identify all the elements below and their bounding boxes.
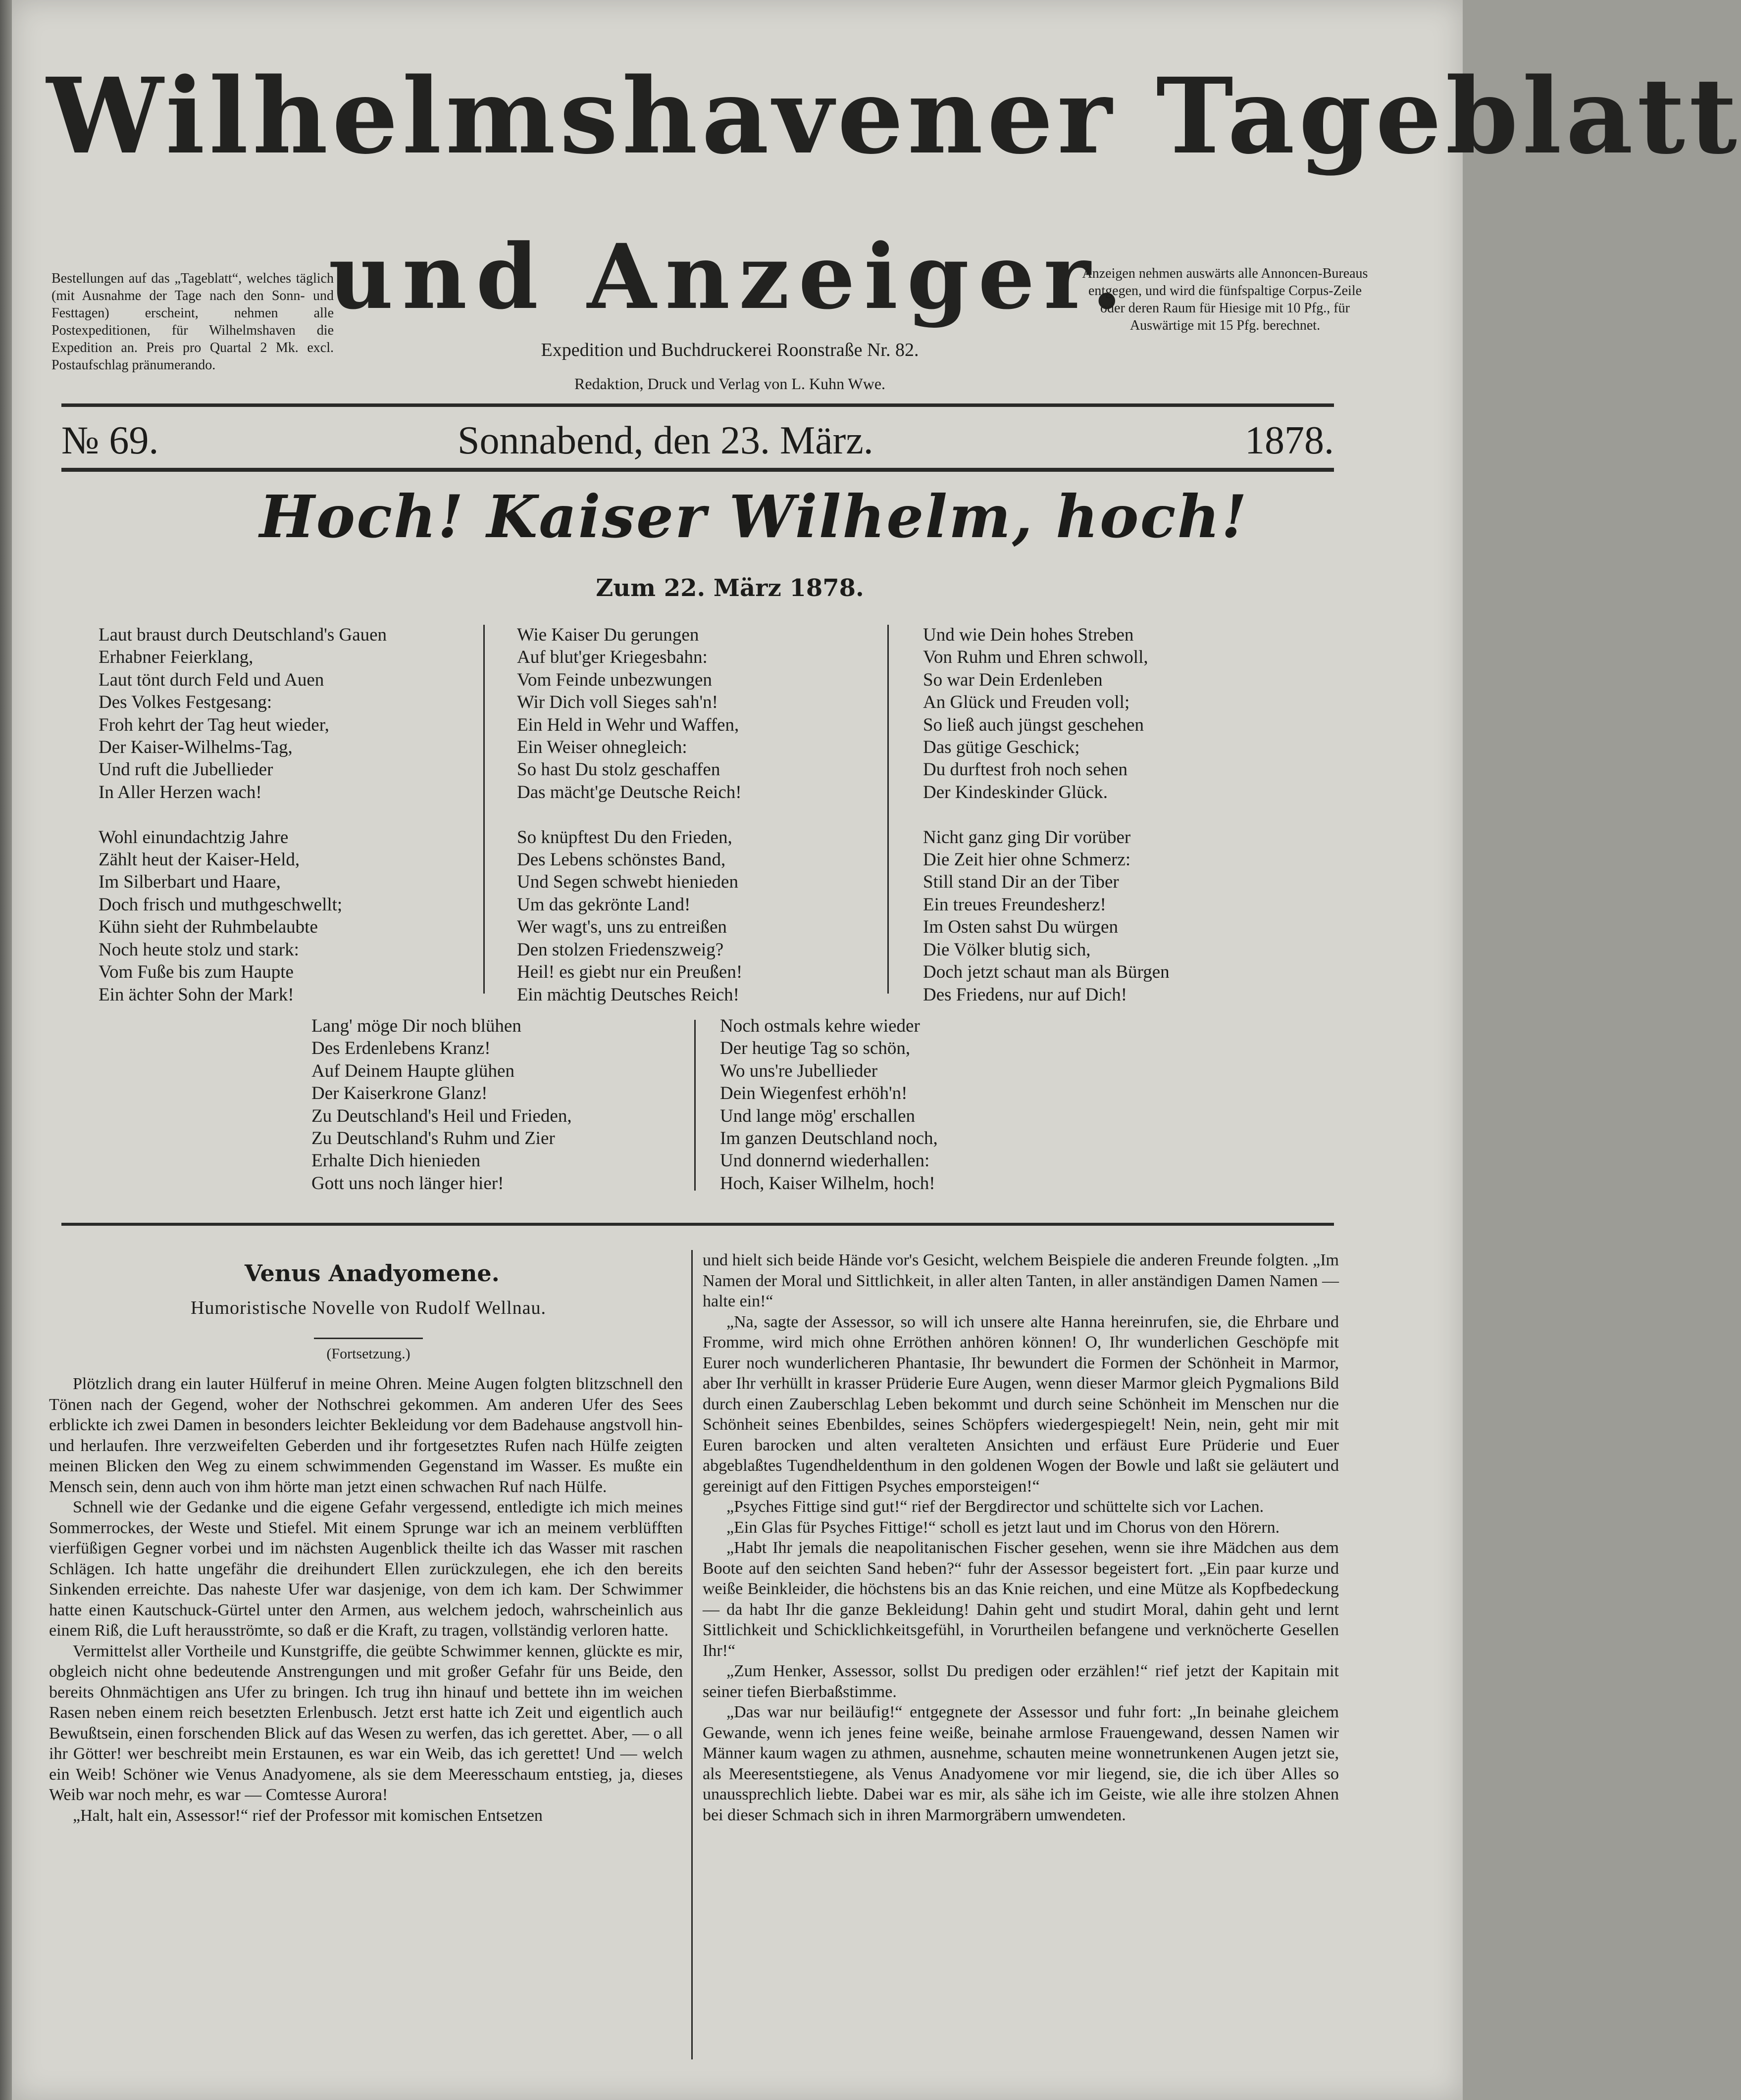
poem-line: Und Segen schwebt hienieden bbox=[517, 872, 738, 893]
poem-line: Ein mächtig Deutsches Reich! bbox=[517, 984, 740, 1005]
poem-line bbox=[517, 803, 742, 826]
poem-line: Erhabner Feierklang, bbox=[99, 647, 254, 668]
dateline bbox=[61, 418, 1334, 473]
poem-line: In Aller Herzen wach! bbox=[99, 782, 262, 802]
poem-line: Und ruft die Jubellieder bbox=[99, 759, 273, 780]
poem-line: Doch frisch und muthgeschwellt; bbox=[99, 894, 343, 915]
poem-line: Kühn sieht der Ruhmbelaubte bbox=[99, 917, 318, 938]
poem-line: Die Zeit hier ohne Schmerz: bbox=[923, 850, 1131, 870]
poem-line: Lang' möge Dir noch blühen bbox=[311, 1016, 521, 1036]
issue-year: 1878. bbox=[1245, 419, 1334, 462]
poem-line: Laut braust durch Deutschland's Gauen bbox=[99, 625, 387, 645]
poem-line bbox=[99, 803, 387, 826]
poem-line: Du durftest froh noch sehen bbox=[923, 759, 1128, 780]
poem-line: Ein ächter Sohn der Mark! bbox=[99, 984, 294, 1005]
poem-column-2 bbox=[517, 624, 742, 1006]
article-paragraph: und hielt sich beide Hände vor's Gesicht, welchem Beispiele die anderen Freunde folgten. „Im Namen der Moral und Sittlichkeit, in aller alten Tanten, in aller anständigen Damen Namen — halte ein!“ bbox=[703, 1251, 1339, 1310]
article-paragraph: „Psyches Fittige sind gut!“ rief der Bergdirector und schüttelte sich vor Lachen. bbox=[726, 1498, 1264, 1516]
article-paragraph: „Habt Ihr jemals die neapolitanischen Fischer gesehen, wenn sie ihre Mädchen aus dem Boote auf den seichten Sand heben?“ fuhr der Assessor begeistert fort. „Ein paar kurze und weiße Beinkleider, die höchstens bis an das Knie reichen, und eine Mütze als Kopfbedeckung — da habt Ihr die ganze Bekleidung! Dahin geht und studirt Moral, dahin geht und lernt Sittlichkeit und Schicklichkeitsgefühl, in Vorurtheilen befangene und verknöcherte Gesellen Ihr!“ bbox=[703, 1539, 1339, 1660]
poem-line: Laut tönt durch Feld und Auen bbox=[99, 669, 324, 690]
imprint-expedition: Expedition und Buchdruckerei Roonstraße Nr. 82. bbox=[541, 340, 919, 360]
article-paragraph: „Ein Glas für Psyches Fittige!“ scholl es jetzt laut und im Chorus von den Hörern. bbox=[726, 1518, 1280, 1537]
continuation-note: (Fortsetzung.) bbox=[326, 1346, 410, 1362]
poem-line: Der Kaiser-Wilhelms-Tag, bbox=[99, 737, 293, 758]
poem-line: Und donnernd wiederhallen: bbox=[720, 1150, 930, 1171]
article-paragraph: „Halt, halt ein, Assessor!“ rief der Professor mit komischen Entsetzen bbox=[73, 1806, 543, 1825]
poem-column-5 bbox=[720, 1015, 938, 1195]
poem-line: Den stolzen Friedenszweig? bbox=[517, 939, 724, 960]
poem-column-1 bbox=[99, 624, 387, 1006]
poem-line: Zu Deutschland's Ruhm und Zier bbox=[311, 1128, 555, 1149]
poem-line: Und lange mög' erschallen bbox=[720, 1105, 916, 1126]
poem-line: Vom Fuße bis zum Haupte bbox=[99, 962, 294, 983]
header-rule-bottom bbox=[61, 468, 1334, 472]
poem-line: Wer wagt's, uns zu entreißen bbox=[517, 917, 727, 938]
poem-line: So knüpftest Du den Frieden, bbox=[517, 827, 732, 848]
article-paragraph: „Na, sagte der Assessor, so will ich unsere alte Hanna hereinrufen, sie, die Ehrbare und Fromme, wird mich ohne Erröthen anhören können! O, Ihr wunderlichen Geschöpfe mit Eurer noch wunderlicheren Phantasie, Ihr bewundert die Formen der Schönheit in Marmor, aber Ihr verhüllt in krasser Prüderie Eure Augen, wenn dieser Marmor gleich Pygmalions Bild durch einen Zauberschlag Leben bekommt und durch seine Schönheit im Menschen nur die Schönheit seines Ebenbildes, seines Schöpfers wiedergespiegelt! Nein, nein, geht mir mit Euren barocken und alten veralteten Ansichten und erfäust Eure Prüderie und Euer abgeblaßtes Tugendheldenthum in den goldenen Wogen der Bowle und laßt sie geläutert und gereinigt auf den Fittigen Psyches emporsteigen!“ bbox=[703, 1312, 1339, 1496]
poem-line: Noch ostmals kehre wieder bbox=[720, 1016, 920, 1036]
issue-number: № 69. bbox=[61, 419, 159, 462]
article-column-left bbox=[49, 1374, 683, 1826]
poem-line: Auf blut'ger Kriegesbahn: bbox=[517, 647, 708, 668]
poem-line: Wie Kaiser Du gerungen bbox=[517, 625, 699, 645]
article-column-right bbox=[703, 1250, 1339, 1825]
poem-divider-1 bbox=[483, 625, 485, 994]
poem-end-rule bbox=[61, 1223, 1334, 1226]
poem-line: Das gütige Geschick; bbox=[923, 737, 1080, 758]
article-title: Venus Anadyomene. bbox=[245, 1260, 500, 1287]
poem-divider-3 bbox=[694, 1020, 696, 1191]
poem-line: An Glück und Freuden voll; bbox=[923, 692, 1130, 713]
poem-line: So war Dein Erdenleben bbox=[923, 669, 1103, 690]
poem-line: Still stand Dir an der Tiber bbox=[923, 872, 1119, 893]
poem-line: Im Osten sahst Du würgen bbox=[923, 917, 1118, 938]
poem-line: Nicht ganz ging Dir vorüber bbox=[923, 827, 1131, 848]
article-divider bbox=[691, 1250, 693, 2059]
poem-line: Der Kaiserkrone Glanz! bbox=[311, 1083, 488, 1104]
poem-dedication: Zum 22. März 1878. bbox=[596, 574, 864, 602]
header-rule-top bbox=[61, 403, 1334, 407]
poem-line: Vom Feinde unbezwungen bbox=[517, 669, 712, 690]
poem-line: Des Lebens schönstes Band, bbox=[517, 850, 726, 870]
newspaper-page bbox=[12, 0, 1741, 2100]
poem-line bbox=[923, 803, 1170, 826]
poem-line: Des Erdenlebens Kranz! bbox=[311, 1038, 491, 1059]
poem-line: Und wie Dein hohes Streben bbox=[923, 625, 1134, 645]
poem-line: Wir Dich voll Sieges sah'n! bbox=[517, 692, 718, 713]
poem-line: So ließ auch jüngst geschehen bbox=[923, 714, 1144, 735]
article-paragraph: Schnell wie der Gedanke und die eigene Gefahr vergessend, entledigte ich mich meines Sommerrockes, der Weste und Stiefel. Mit einem Sprunge war ich an meinem verblüfften vierfüßigen Gegner vorbei und im nächsten Augenblick theilte ich das Wasser mit raschen Schlägen. Ich hatte ungefähr die dreihundert Ellen zurückzulegen, ehe ich den bereits Sinkenden erreichte. Das naheste Ufer war dasjenige, von dem ich kam. Der Schwimmer hatte einen Kautschuck-Gürtel unter den Armen, aus welchem jedoch, wahrscheinlich aus einem Riß, die Luft herausströmte, so daß er die Kraft, zu tragen, vollständig verloren hatte. bbox=[49, 1498, 683, 1640]
poem-line: Zu Deutschland's Heil und Frieden, bbox=[311, 1105, 572, 1126]
poem-line: Ein Weiser ohnegleich: bbox=[517, 737, 687, 758]
subscription-notice: Bestellungen auf das „Tageblatt“, welches täglich (mit Ausnahme der Tage nach den Sonn- und Festtagen) erscheint, nehmen alle Postexpeditionen, für Wilhelmshaven die Expedition an. Preis pro Quartal 2 Mk. excl. Postaufschlag pränumerando. bbox=[51, 271, 334, 373]
poem-line: Von Ruhm und Ehren schwoll, bbox=[923, 647, 1148, 668]
poem-line: Im Silberbart und Haare, bbox=[99, 872, 281, 893]
poem-line: Der heutige Tag so schön, bbox=[720, 1038, 911, 1059]
poem-line: Im ganzen Deutschland noch, bbox=[720, 1128, 938, 1149]
poem-line: Noch heute stolz und stark: bbox=[99, 939, 299, 960]
poem-divider-2 bbox=[887, 625, 889, 994]
article-paragraph: Vermittelst aller Vortheile und Kunstgriffe, die geübte Schwimmer kennen, glückte es mir, obgleich nicht ohne bedeutende Anstrengungen und mit großer Gefahr für uns Beide, den bereits Ohnmächtigen ans Ufer zu bringen. Ich trug ihn hinauf und bettete ihn im weichen Rasen neben einem reich besetzten Erlenbusch. Jetzt erst hatte ich Zeit und eigentlich auch Bewußtsein, einen forschenden Blick auf das Wesen zu werfen, das ich gerettet. Aber, — o all ihr Götter! wer beschreibt mein Erstaunen, es war ein Weib, das ich gerettet! Und — welch ein Weib! Schöner wie Venus Anadyomene, als sie dem Meeresschaum entstieg, ja, dieses Weib war noch mehr, es war — Comtesse Aurora! bbox=[49, 1642, 683, 1804]
poem-line: Dein Wiegenfest erhöh'n! bbox=[720, 1083, 908, 1104]
imprint-publisher: Redaktion, Druck und Verlag von L. Kuhn Wwe. bbox=[574, 375, 886, 393]
poem-column-3 bbox=[923, 624, 1170, 1006]
poem-line: Hoch, Kaiser Wilhelm, hoch! bbox=[720, 1173, 935, 1194]
poem-line: Zählt heut der Kaiser-Held, bbox=[99, 850, 300, 870]
poem-line: Der Kindeskinder Glück. bbox=[923, 782, 1108, 802]
poem-line: Des Friedens, nur auf Dich! bbox=[923, 984, 1127, 1005]
masthead-subtitle: und Anzeiger. bbox=[328, 225, 1131, 329]
article-paragraph: „Das war nur beiläufig!“ entgegnete der Assessor und fuhr fort: „In beinahe gleichem Gewande, wenn ich jenes feine weiße, beinahe armlose Frauengewand, dessen Namen wir Männer kaum wagen zu athmen, ausnehme, schauten meine wonnetrunkenen Augen jetzt sie, als Meeresentstiegene, als Venus Anadyomene vor mir liegend, sie, die ich über Alles so unaussprechlich liebte. Dabei war es mir, als sähe ich im Geiste, wie alle ihre stolzen Ahnen bei dieser Schmach sich in ihren Marmorgräbern umwendeten. bbox=[703, 1703, 1339, 1824]
poem-line: Wo uns're Jubellieder bbox=[720, 1060, 878, 1081]
poem-line: Froh kehrt der Tag heut wieder, bbox=[99, 714, 329, 735]
poem-line: Wohl einundachtzig Jahre bbox=[99, 827, 289, 848]
poem-line: So hast Du stolz geschaffen bbox=[517, 759, 720, 780]
article-subtitle: Humoristische Novelle von Rudolf Wellnau. bbox=[191, 1298, 546, 1318]
poem-line: Auf Deinem Haupte glühen bbox=[311, 1060, 514, 1081]
poem-line: Die Völker blutig sich, bbox=[923, 939, 1091, 960]
article-title-rule bbox=[314, 1338, 423, 1339]
article-paragraph: Plötzlich drang ein lauter Hülferuf in meine Ohren. Meine Augen folgten blitzschnell den Tönen nach der Gegend, woher der Nothschrei gekommen. Am anderen Ufer des Sees erblickte ich zwei Damen in besonders leichter Bekleidung vor dem Badehause angstvoll hin- und herlaufen. Ihre verzweifelten Geberden und ihr fortgesetztes Rufen nach Hülfe zeigten meinen Blicken den Weg zu einem schwimmenden Gegenstand im Wasser. Es mußte ein Mensch sein, denn auch von ihm hörte man jetzt einen schwachen Ruf nach Hülfe. bbox=[49, 1375, 683, 1496]
poem-line: Um das gekrönte Land! bbox=[517, 894, 691, 915]
poem-line: Doch jetzt schaut man als Bürgen bbox=[923, 962, 1170, 983]
poem-line: Das mächt'ge Deutsche Reich! bbox=[517, 782, 742, 802]
masthead-title: Wilhelmshavener Tageblatt bbox=[47, 55, 1741, 177]
book-binding-edge bbox=[0, 0, 12, 2100]
poem-line: Gott uns noch länger hier! bbox=[311, 1173, 504, 1194]
article-paragraph: „Zum Henker, Assessor, sollst Du predigen oder erzählen!“ rief jetzt der Kapitain mit seiner tiefen Bierbaßstimme. bbox=[703, 1662, 1339, 1701]
poem-line: Ein Held in Wehr und Waffen, bbox=[517, 714, 739, 735]
issue-date: Sonnabend, den 23. März. bbox=[458, 419, 873, 462]
poem-column-4 bbox=[311, 1015, 572, 1195]
poem-line: Erhalte Dich hienieden bbox=[311, 1150, 481, 1171]
poem-line: Heil! es giebt nur ein Preußen! bbox=[517, 962, 743, 983]
poem-line: Ein treues Freundesherz! bbox=[923, 894, 1106, 915]
poem-headline: Hoch! Kaiser Wilhelm, hoch! bbox=[259, 482, 1249, 551]
poem-line: Des Volkes Festgesang: bbox=[99, 692, 272, 713]
advertising-notice: Anzeigen nehmen auswärts alle Annoncen-Bureaus entgegen, und wird die fünfspaltige Corpus-Zeile oder deren Raum für Hiesige mit 10 Pfg., für Auswärtige mit 15 Pfg. berechnet. bbox=[1082, 266, 1368, 333]
